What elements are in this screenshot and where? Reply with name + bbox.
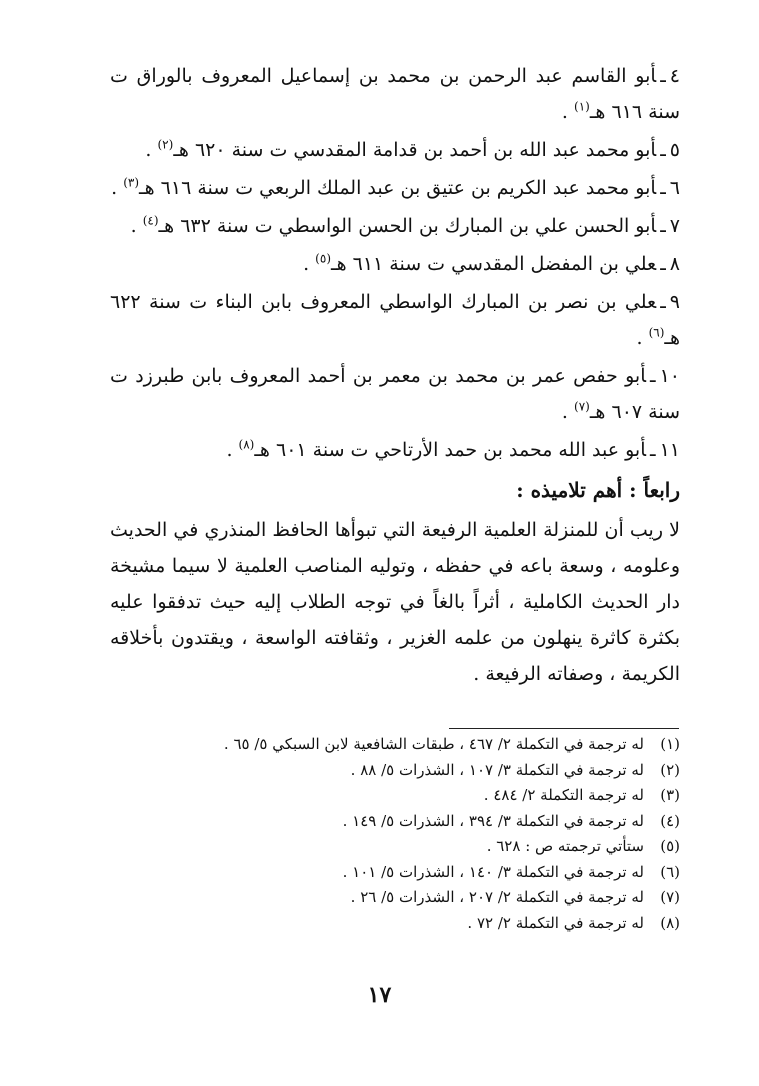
- entry-tail: .: [111, 177, 118, 199]
- footnote-ref[interactable]: (٦): [648, 325, 665, 340]
- entry-text: علي بن المفضل المقدسي ت سنة ٦١١ هـ: [331, 253, 657, 275]
- footnote-ref[interactable]: (٧): [574, 399, 590, 414]
- main-text: [110, 58, 680, 692]
- entry-number: ٦: [669, 177, 680, 199]
- entry-tail: .: [226, 439, 233, 461]
- footnote-number: (٤): [660, 811, 680, 830]
- entry-tail: .: [145, 139, 152, 161]
- entry-text: أبو القاسم عبد الرحمن بن محمد بن إسماعيل المعروف بالوراق ت سنة ٦١٦ هـ: [110, 65, 680, 123]
- entry-text: أبو حفص عمر بن محمد بن معمر بن أحمد المعروف بابن طبرزد ت سنة ٦٠٧ هـ: [110, 365, 680, 423]
- entry-number: ٤: [669, 65, 680, 87]
- entry-number: ٩: [669, 291, 680, 313]
- footnote-text: له ترجمة في التكملة ٣/ ٣٩٤ ، الشذرات ٥/ ١٤٩ .: [342, 811, 644, 830]
- footnote: [110, 783, 680, 809]
- footnote-number: (٣): [660, 786, 680, 804]
- footnote-divider: [449, 728, 679, 729]
- footnote-ref[interactable]: (٣): [123, 175, 140, 190]
- footnote-number: (٢): [660, 760, 680, 779]
- page-number: ١٧: [367, 982, 392, 1008]
- entry-number: ١١: [659, 439, 680, 461]
- section-heading: رابعاً : أهم تلاميذه :: [516, 478, 680, 502]
- footnote-text: ستأتي ترجمته ص : ٦٢٨ .: [486, 837, 644, 855]
- entry-tail: .: [561, 401, 568, 423]
- entry-number: ٨: [669, 253, 680, 275]
- footnote-number: (٥): [660, 837, 680, 855]
- footnote-ref[interactable]: (٤): [142, 213, 159, 228]
- entry-number: ٧: [669, 215, 680, 237]
- entry-text: علي بن نصر بن المبارك الواسطي المعروف بابن البناء ت سنة ٦٢٢ هـ: [110, 291, 680, 349]
- footnote-number: (٦): [660, 862, 680, 881]
- list-item: ١٠ـأبو حفص عمر بن محمد بن معمر بن أحمد المعروف بابن طبرزد ت سنة ٦٠٧ هـ$^{(٧)}$ .: [110, 365, 680, 423]
- footnote: [110, 885, 680, 911]
- entry-tail: .: [130, 215, 137, 237]
- footnote-number: (٧): [660, 888, 680, 906]
- entry-tail: .: [636, 327, 643, 349]
- footnote-number: (٨): [660, 913, 680, 932]
- footnote: [110, 758, 680, 784]
- list-item: ١١ـأبو عبد الله محمد بن حمد الأرتاحي ت سنة ٦٠١ هـ$^{(٨)}$ .: [226, 437, 680, 461]
- footnote: [110, 911, 680, 937]
- footnote-text: له ترجمة في التكملة ٢/ ٢٠٧ ، الشذرات ٥/ ٢٦ .: [350, 888, 644, 906]
- footnote-ref[interactable]: (٨): [238, 437, 255, 452]
- entry-text: أبو محمد عبد الكريم بن عتيق بن عبد الملك الربعي ت سنة ٦١٦ هـ: [139, 177, 657, 199]
- footnote: [110, 834, 680, 860]
- list-item: ٧ـأبو الحسن علي بن المبارك بن الحسن الواسطي ت سنة ٦٣٢ هـ$^{(٤)}$ .: [130, 213, 680, 237]
- list-item: ٨ـعلي بن المفضل المقدسي ت سنة ٦١١ هـ$^{(٥)}$ .: [303, 251, 680, 275]
- entry-number: ١٠: [659, 365, 680, 387]
- list-item: ٥ـأبو محمد عبد الله بن أحمد بن قدامة المقدسي ت سنة ٦٢٠ هـ$^{(٢)}$ .: [145, 137, 680, 161]
- footnote-text: له ترجمة التكملة ٢/ ٤٨٤ .: [483, 786, 644, 804]
- entry-text: أبو عبد الله محمد بن حمد الأرتاحي ت سنة ٦٠١ هـ: [254, 439, 646, 461]
- footnote-ref[interactable]: (١): [574, 99, 590, 114]
- footnote: [110, 860, 680, 886]
- footnote-text: له ترجمة في التكملة ٣/ ١٤٠ ، الشذرات ٥/ ١٠١ .: [342, 862, 644, 881]
- body-paragraph: لا ريب أن للمنزلة العلمية الرفيعة التي تبوأها الحافظ المنذري في الحديث وعلومه ، وسعة باعه في حفظه ، وتوليه المناصب العلمية لا سيما مشيخة دار الحديث الكاملية ، أثراً بالغاً في توجه الطلاب إليه حيث تدفقوا عليه بكثرة كاثرة ينهلون من علمه الغزير ، وثقافته الواسعة ، ويقتدون بأخلاقه الكريمة ، وصفاته الرفيعة .: [110, 519, 680, 685]
- footnote-text: له ترجمة في التكملة ٣/ ١٠٧ ، الشذرات ٥/ ٨٨ .: [350, 760, 644, 779]
- footnote: [110, 809, 680, 835]
- footnote-ref[interactable]: (٢): [157, 137, 174, 152]
- entry-tail: .: [303, 253, 310, 275]
- footnote: [110, 732, 680, 758]
- footnote-text: له ترجمة في التكملة ٢/ ٤٦٧ ، طبقات الشافعية لابن السبكي ٥/ ٦٥ .: [223, 735, 644, 753]
- entry-tail: .: [561, 101, 568, 123]
- list-item: ٤ـأبو القاسم عبد الرحمن بن محمد بن إسماعيل المعروف بالوراق ت سنة ٦١٦ هـ$^{(١)}$ .: [110, 65, 680, 123]
- footnotes: [110, 732, 680, 936]
- entry-text: أبو الحسن علي بن المبارك بن الحسن الواسطي ت سنة ٦٣٢ هـ: [158, 215, 657, 237]
- footnote-number: (١): [660, 735, 680, 753]
- list-item: ٦ـأبو محمد عبد الكريم بن عتيق بن عبد الملك الربعي ت سنة ٦١٦ هـ$^{(٣)}$ .: [111, 175, 680, 199]
- footnote-text: له ترجمة في التكملة ٢/ ٧٢ .: [467, 913, 644, 932]
- list-item: ٩ـعلي بن نصر بن المبارك الواسطي المعروف بابن البناء ت سنة ٦٢٢ هـ$^{(٦)}$ .: [110, 291, 680, 349]
- footnote-ref[interactable]: (٥): [315, 251, 331, 266]
- entry-text: أبو محمد عبد الله بن أحمد بن قدامة المقدسي ت سنة ٦٢٠ هـ: [173, 139, 657, 161]
- entry-number: ٥: [669, 139, 680, 161]
